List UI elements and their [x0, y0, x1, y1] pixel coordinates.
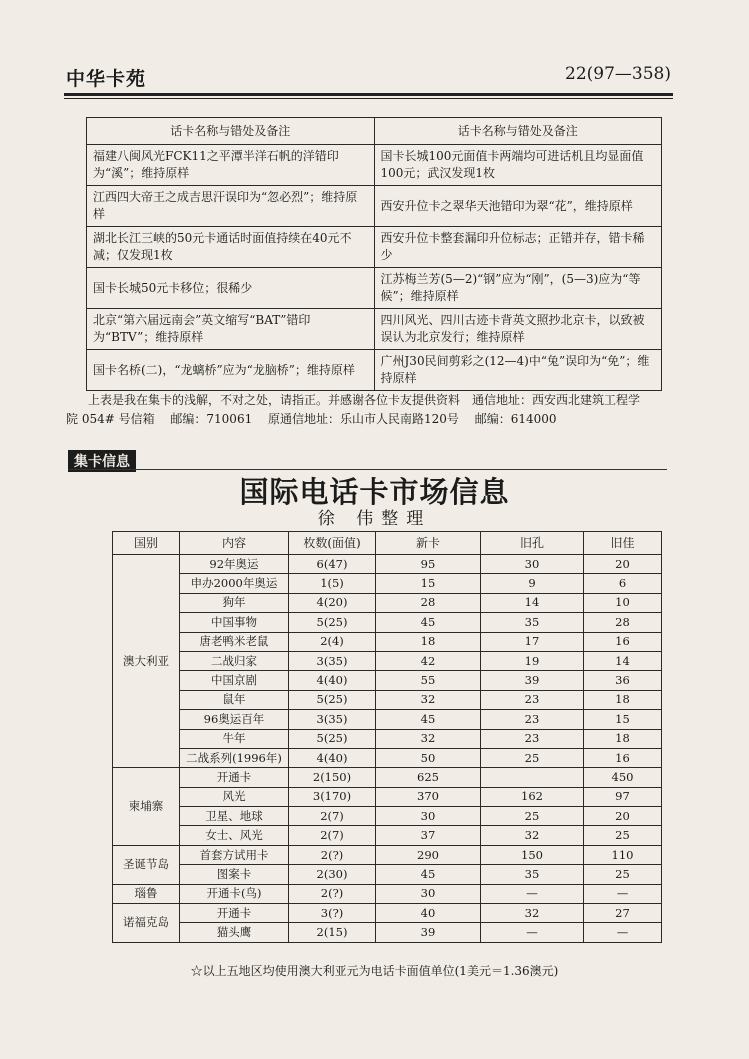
used-hole-price-cell: 162: [481, 787, 584, 806]
market-row: [113, 555, 662, 574]
content-cell: 申办2000年奥运: [180, 574, 289, 593]
content-cell: 图案卡: [180, 865, 289, 884]
used-hole-price-cell: 30: [481, 555, 584, 574]
col-content-header: 内容: [180, 532, 289, 555]
content-cell: 二战系列(1996年): [180, 748, 289, 767]
errata-cell: 北京“第六届远南会”英文缩写“BAT”错印为“BTV”；维持原样: [87, 309, 375, 350]
market-header-row: [113, 532, 662, 555]
used-hole-price-cell: 14: [481, 593, 584, 612]
count-cell: 3(35): [289, 710, 376, 729]
content-cell: 开通卡(鸟): [180, 884, 289, 903]
article-title: 国际电话卡市场信息: [239, 475, 510, 509]
errata-cell: 西安升位卡之翠华天池错印为翠“花”，维持原样: [374, 186, 662, 227]
used-good-price-cell: 18: [584, 690, 662, 709]
used-good-price-cell: 15: [584, 710, 662, 729]
used-hole-price-cell: 23: [481, 690, 584, 709]
count-cell: 4(40): [289, 748, 376, 767]
market-row: [113, 613, 662, 632]
header-rule: [64, 93, 673, 96]
content-cell: 唐老鸭米老鼠: [180, 632, 289, 651]
content-cell: 首套方试用卡: [180, 845, 289, 864]
col-new-header: 新卡: [376, 532, 481, 555]
errata-row: [87, 350, 662, 391]
errata-row: [87, 227, 662, 268]
used-good-price-cell: 16: [584, 632, 662, 651]
market-row: [113, 651, 662, 670]
used-good-price-cell: 25: [584, 826, 662, 845]
used-hole-price-cell: 39: [481, 671, 584, 690]
errata-header-left: 话卡名称与错处及备注: [87, 118, 375, 145]
new-price-cell: 42: [376, 651, 481, 670]
content-cell: 96奥运百年: [180, 710, 289, 729]
errata-cell: 国卡长城50元卡移位；很稀少: [87, 268, 375, 309]
country-cell: 诺福克岛: [113, 904, 180, 943]
content-cell: 牛年: [180, 729, 289, 748]
count-cell: 4(20): [289, 593, 376, 612]
used-hole-price-cell: 150: [481, 845, 584, 864]
used-good-price-cell: 110: [584, 845, 662, 864]
count-cell: 2(7): [289, 826, 376, 845]
errata-header-right: 话卡名称与错处及备注: [374, 118, 662, 145]
used-good-price-cell: 27: [584, 904, 662, 923]
header-rule-thin: [64, 98, 673, 99]
used-hole-price-cell: 35: [481, 865, 584, 884]
new-price-cell: 32: [376, 690, 481, 709]
content-cell: 狗年: [180, 593, 289, 612]
count-cell: 1(5): [289, 574, 376, 593]
used-hole-price-cell: —: [481, 923, 584, 942]
count-cell: 3(170): [289, 787, 376, 806]
count-cell: 5(25): [289, 613, 376, 632]
article-author: 徐 伟整理: [317, 509, 432, 529]
used-good-price-cell: 20: [584, 807, 662, 826]
errata-cell: 四川风光、四川古迹卡背英文照抄北京卡，以致被误认为北京发行；维持原样: [374, 309, 662, 350]
used-hole-price-cell: [481, 768, 584, 787]
errata-cell: 国卡长城100元面值卡两端均可进话机且均显面值100元；武汉发现1枚: [374, 145, 662, 186]
used-hole-price-cell: —: [481, 884, 584, 903]
used-hole-price-cell: 23: [481, 729, 584, 748]
count-cell: 2(7): [289, 807, 376, 826]
market-row: [113, 671, 662, 690]
used-good-price-cell: 10: [584, 593, 662, 612]
count-cell: 3(?): [289, 904, 376, 923]
market-row: [113, 593, 662, 612]
used-good-price-cell: 18: [584, 729, 662, 748]
new-price-cell: 45: [376, 710, 481, 729]
market-row: [113, 574, 662, 593]
count-cell: 3(35): [289, 651, 376, 670]
errata-cell: 福建八闽风光FCK11之平潭半洋石帆的洋错印为“溪”；维持原样: [87, 145, 375, 186]
used-hole-price-cell: 32: [481, 826, 584, 845]
used-hole-price-cell: 32: [481, 904, 584, 923]
new-price-cell: 290: [376, 845, 481, 864]
used-good-price-cell: 20: [584, 555, 662, 574]
new-price-cell: 37: [376, 826, 481, 845]
market-row: [113, 748, 662, 767]
content-cell: 中国事物: [180, 613, 289, 632]
count-cell: 6(47): [289, 555, 376, 574]
count-cell: 2(30): [289, 865, 376, 884]
new-price-cell: 15: [376, 574, 481, 593]
errata-cell: 江西四大帝王之成吉思汗误印为“忽必烈”；维持原样: [87, 186, 375, 227]
errata-row: [87, 145, 662, 186]
count-cell: 4(40): [289, 671, 376, 690]
new-price-cell: 30: [376, 884, 481, 903]
content-cell: 开通卡: [180, 768, 289, 787]
market-row: [113, 865, 662, 884]
errata-cell: 广州J30民间剪彩之(12—4)中“兔”误印为“免”；维持原样: [374, 350, 662, 391]
content-cell: 92年奥运: [180, 555, 289, 574]
new-price-cell: 32: [376, 729, 481, 748]
count-cell: 2(?): [289, 845, 376, 864]
used-good-price-cell: 36: [584, 671, 662, 690]
new-price-cell: 95: [376, 555, 481, 574]
col-country-header: 国别: [113, 532, 180, 555]
market-row: [113, 923, 662, 942]
new-price-cell: 625: [376, 768, 481, 787]
market-row: [113, 904, 662, 923]
count-cell: 2(15): [289, 923, 376, 942]
errata-row: [87, 186, 662, 227]
col-used-hole-header: 旧孔: [481, 532, 584, 555]
used-good-price-cell: —: [584, 923, 662, 942]
market-row: [113, 768, 662, 787]
used-good-price-cell: 450: [584, 768, 662, 787]
new-price-cell: 45: [376, 613, 481, 632]
note-line-2: 院 054# 号信箱 邮编：710061 原通信地址：乐山市人民南路120号 邮编：614000: [66, 412, 557, 426]
market-table: [112, 531, 662, 943]
used-good-price-cell: —: [584, 884, 662, 903]
content-cell: 开通卡: [180, 904, 289, 923]
market-row: [113, 807, 662, 826]
content-cell: 卫星、地球: [180, 807, 289, 826]
errata-cell: 江苏梅兰芳(5—2)“钢”应为“刚”，(5—3)应为“等候”；维持原样: [374, 268, 662, 309]
new-price-cell: 28: [376, 593, 481, 612]
count-cell: 2(?): [289, 884, 376, 903]
page-reference: 22(97—358): [565, 64, 671, 84]
used-hole-price-cell: 19: [481, 651, 584, 670]
col-used-good-header: 旧佳: [584, 532, 662, 555]
errata-cell: 国卡名桥(二)，“龙螭桥”应为“龙脑桥”；维持原样: [87, 350, 375, 391]
count-cell: 5(25): [289, 690, 376, 709]
market-row: [113, 826, 662, 845]
used-good-price-cell: 97: [584, 787, 662, 806]
errata-cell: 西安升位卡整套漏印升位标志；正错并存，错卡稀少: [374, 227, 662, 268]
market-row: [113, 845, 662, 864]
market-row: [113, 884, 662, 903]
count-cell: 5(25): [289, 729, 376, 748]
market-row: [113, 690, 662, 709]
used-hole-price-cell: 35: [481, 613, 584, 632]
count-cell: 2(4): [289, 632, 376, 651]
errata-row: [87, 268, 662, 309]
note-line-1: 上表是我在集卡的浅解，不对之处，请指正。并感谢各位卡友提供资料 通信地址：西安西北建筑工程学: [88, 393, 641, 407]
used-good-price-cell: 16: [584, 748, 662, 767]
used-hole-price-cell: 9: [481, 574, 584, 593]
used-hole-price-cell: 25: [481, 748, 584, 767]
used-hole-price-cell: 17: [481, 632, 584, 651]
content-cell: 风光: [180, 787, 289, 806]
used-good-price-cell: 25: [584, 865, 662, 884]
errata-row: [87, 309, 662, 350]
note-paragraph: [66, 391, 688, 429]
country-cell: 澳大利亚: [113, 555, 180, 768]
content-cell: 女士、风光: [180, 826, 289, 845]
market-row: [113, 632, 662, 651]
used-hole-price-cell: 23: [481, 710, 584, 729]
used-good-price-cell: 6: [584, 574, 662, 593]
new-price-cell: 55: [376, 671, 481, 690]
footnote: ☆以上五地区均使用澳大利亚元为电话卡面值单位(1美元＝1.36澳元): [190, 964, 559, 978]
market-row: [113, 729, 662, 748]
new-price-cell: 50: [376, 748, 481, 767]
new-price-cell: 45: [376, 865, 481, 884]
errata-cell: 湖北长江三峡的50元卡通话时面值持续在40元不减；仅发现1枚: [87, 227, 375, 268]
errata-header-row: [87, 118, 662, 145]
country-cell: 柬埔寨: [113, 768, 180, 846]
new-price-cell: 30: [376, 807, 481, 826]
content-cell: 鼠年: [180, 690, 289, 709]
market-row: [113, 710, 662, 729]
new-price-cell: 370: [376, 787, 481, 806]
content-cell: 中国京剧: [180, 671, 289, 690]
section-label: 集卡信息: [68, 450, 136, 472]
count-cell: 2(150): [289, 768, 376, 787]
market-row: [113, 787, 662, 806]
content-cell: 猫头鹰: [180, 923, 289, 942]
content-cell: 二战归家: [180, 651, 289, 670]
new-price-cell: 18: [376, 632, 481, 651]
col-count-header: 枚数(面值): [289, 532, 376, 555]
used-good-price-cell: 28: [584, 613, 662, 632]
used-hole-price-cell: 25: [481, 807, 584, 826]
new-price-cell: 39: [376, 923, 481, 942]
country-cell: 瑙鲁: [113, 884, 180, 903]
new-price-cell: 40: [376, 904, 481, 923]
errata-table: [86, 117, 662, 391]
used-good-price-cell: 14: [584, 651, 662, 670]
magazine-title: 中华卡苑: [66, 68, 147, 90]
country-cell: 圣诞节岛: [113, 845, 180, 884]
